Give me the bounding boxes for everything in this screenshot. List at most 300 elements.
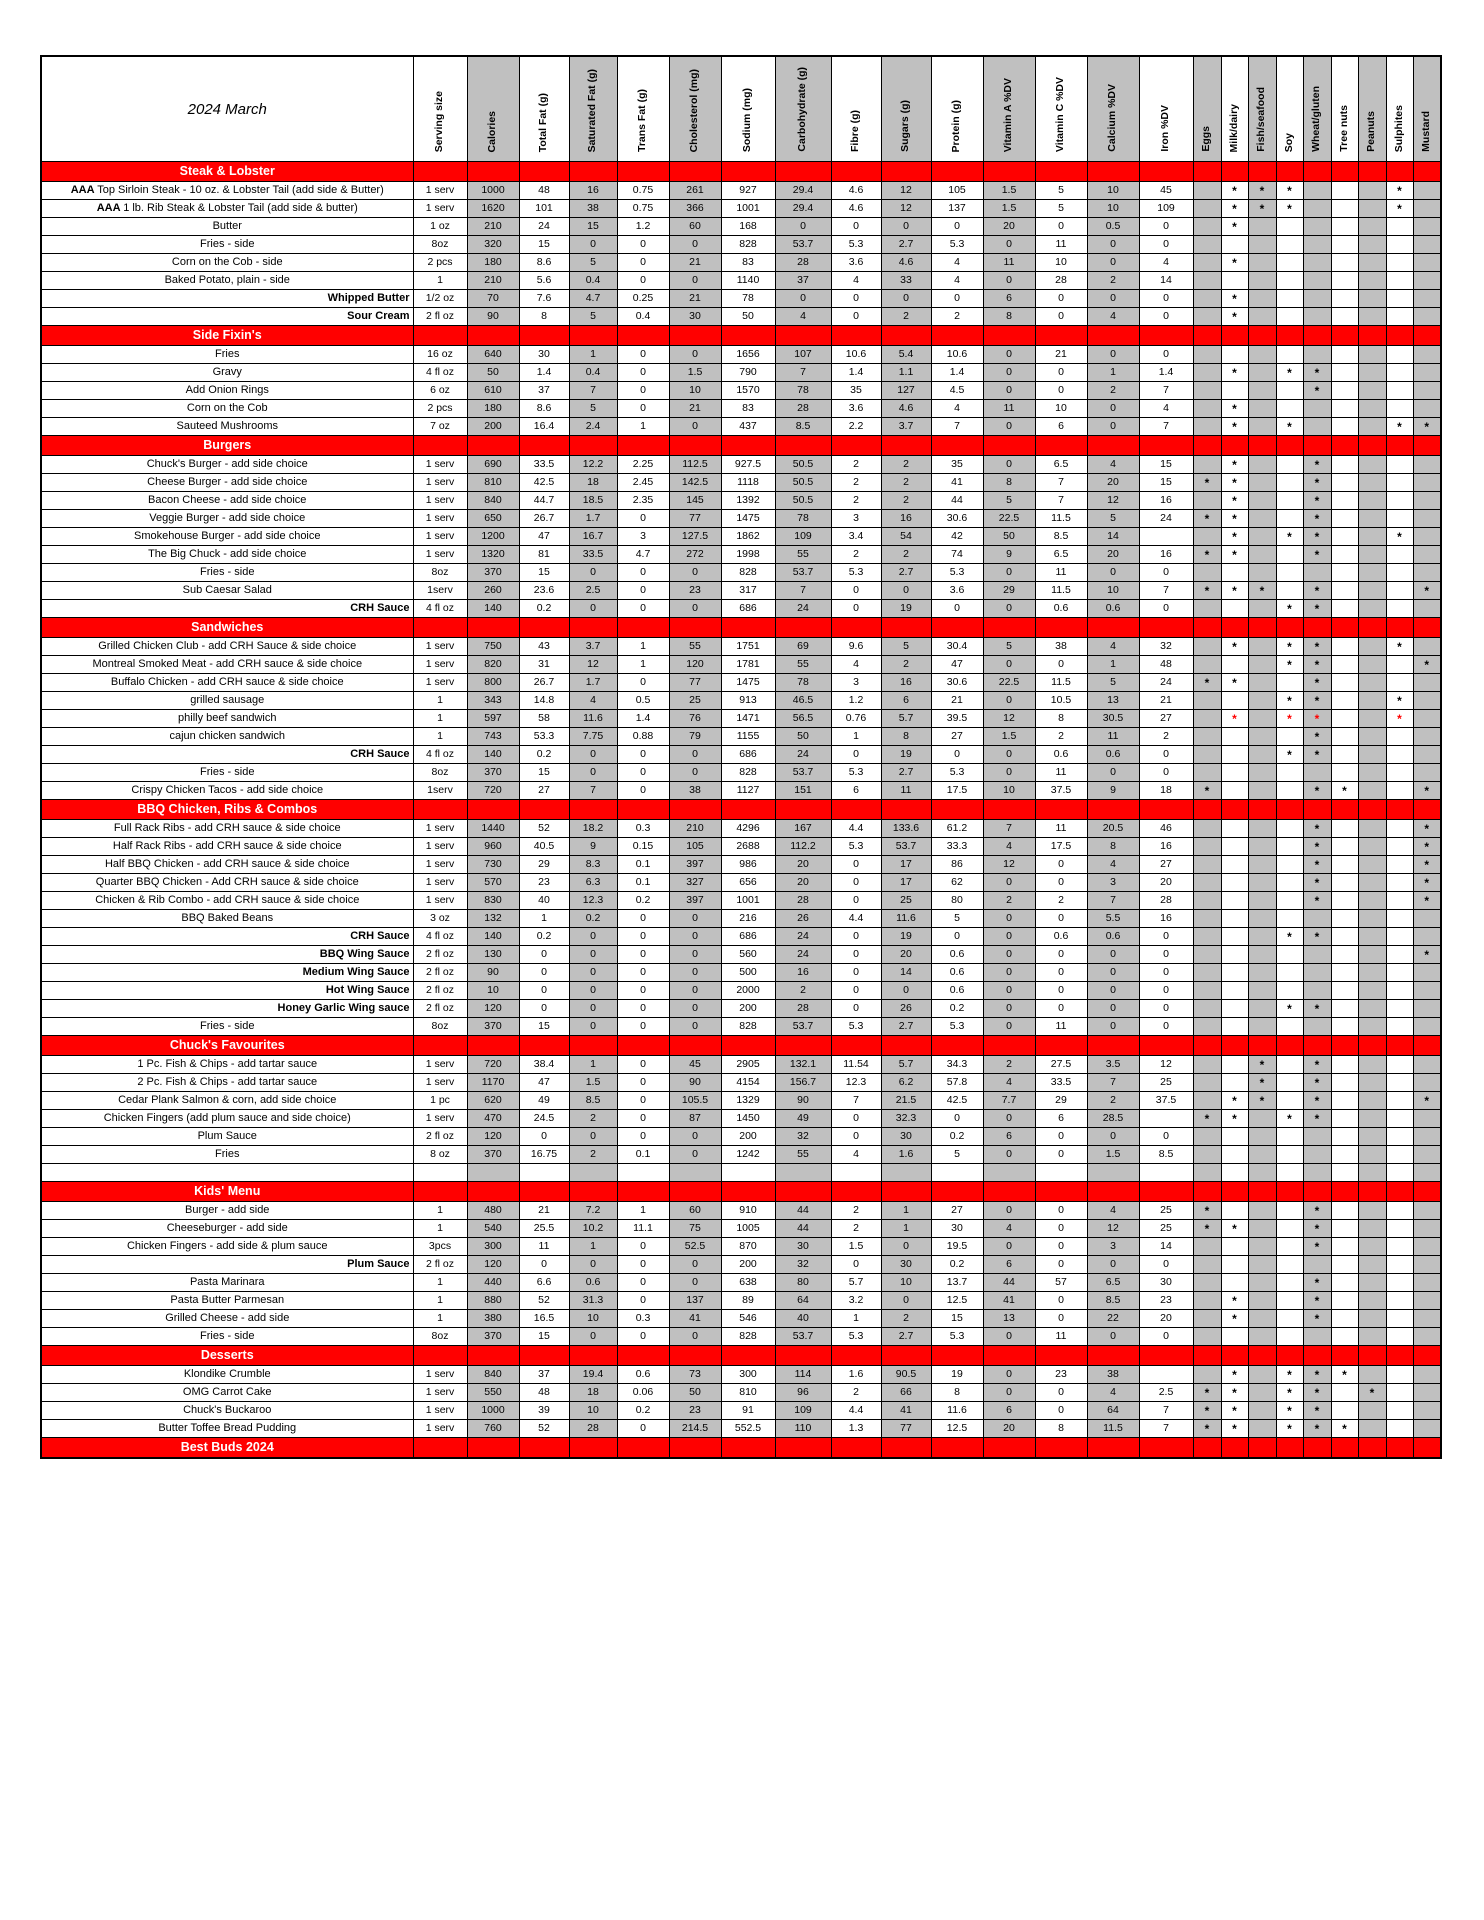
nutrient-value-cell: 19.5 — [931, 1238, 983, 1256]
section-header-row — [41, 436, 1441, 456]
nutrient-value-cell: 1 serv — [413, 1056, 467, 1074]
nutrient-value-cell: 8 — [881, 728, 931, 746]
nutrient-value-cell: 0 — [1035, 910, 1087, 928]
nutrient-value-cell: 20 — [881, 946, 931, 964]
allergen-mark-cell — [1331, 1164, 1358, 1182]
allergen-mark-cell: * — [1303, 674, 1331, 692]
nutrient-value-cell: 320 — [467, 236, 519, 254]
item-name-cell: CRH Sauce — [41, 746, 413, 764]
allergen-mark-cell — [1276, 892, 1303, 910]
allergen-mark-cell — [1276, 874, 1303, 892]
section-band-cell — [669, 618, 721, 638]
section-title: Sandwiches — [41, 618, 413, 638]
nutrient-value-cell: 1 serv — [413, 1402, 467, 1420]
nutrient-value-cell: 0 — [931, 600, 983, 618]
allergen-mark-cell — [1413, 910, 1441, 928]
nutrient-value-cell: 45 — [1139, 182, 1193, 200]
nutrient-value-cell: 10.6 — [931, 346, 983, 364]
nutrient-value-cell: 0 — [983, 874, 1035, 892]
nutrient-value-cell: 1862 — [721, 528, 775, 546]
section-band-cell — [1413, 800, 1441, 820]
allergen-mark-cell — [1303, 1128, 1331, 1146]
nutrient-value-cell: 120 — [669, 656, 721, 674]
nutrient-value-cell: 38.4 — [519, 1056, 569, 1074]
item-name-cell: Smokehouse Burger - add side choice — [41, 528, 413, 546]
allergen-header-mustard — [1413, 56, 1441, 162]
nutrient-value-cell: 0 — [669, 272, 721, 290]
allergen-mark-cell — [1331, 308, 1358, 326]
allergen-mark-cell — [1386, 1056, 1413, 1074]
nutrient-value-cell: 656 — [721, 874, 775, 892]
nutrient-value-cell: 4 — [831, 656, 881, 674]
nutrient-value-cell: 0.6 — [931, 982, 983, 1000]
nutrient-value-cell: 0 — [831, 856, 881, 874]
allergen-mark-cell — [1248, 946, 1276, 964]
section-band-cell — [1413, 326, 1441, 346]
allergen-mark-cell — [1413, 492, 1441, 510]
nutrient-value-cell: 0 — [1139, 346, 1193, 364]
nutrient-value-cell: 29.4 — [775, 182, 831, 200]
nutrient-value-cell: 0 — [569, 946, 617, 964]
allergen-mark-cell: * — [1248, 1092, 1276, 1110]
nutrient-value-cell: 610 — [467, 382, 519, 400]
section-band-cell — [983, 1182, 1035, 1202]
allergen-mark-cell — [1386, 1128, 1413, 1146]
allergen-mark-cell — [1386, 1110, 1413, 1128]
nutrient-value-cell: 1.5 — [1087, 1146, 1139, 1164]
section-band-cell — [1193, 618, 1221, 638]
nutrient-value-cell: 0 — [1139, 1256, 1193, 1274]
allergen-mark-cell — [1358, 600, 1386, 618]
section-band-cell — [1386, 1346, 1413, 1366]
nutrient-value-cell: 0 — [617, 254, 669, 272]
nutrient-value-cell: 2.5 — [1139, 1384, 1193, 1402]
section-band-cell — [519, 436, 569, 456]
section-band-cell — [983, 326, 1035, 346]
nutrient-value-cell: 1320 — [467, 546, 519, 564]
allergen-mark-cell — [1193, 1018, 1221, 1036]
allergen-mark-cell — [1248, 638, 1276, 656]
nutrient-value-cell: 0 — [831, 1256, 881, 1274]
nutrient-value-cell: 1 — [617, 638, 669, 656]
allergen-mark-cell — [1248, 400, 1276, 418]
allergen-mark-cell: * — [1303, 382, 1331, 400]
nutrient-value-cell: 49 — [775, 1110, 831, 1128]
allergen-mark-cell — [1331, 820, 1358, 838]
nutrient-value-cell: 2 — [1087, 272, 1139, 290]
allergen-mark-cell — [1248, 456, 1276, 474]
allergen-mark-cell — [1193, 946, 1221, 964]
nutrient-value-cell: 168 — [721, 218, 775, 236]
allergen-mark-cell — [1248, 964, 1276, 982]
nutrient-value-cell: 11.6 — [569, 710, 617, 728]
nutrient-value-cell: 1.7 — [569, 510, 617, 528]
allergen-mark-cell — [1358, 782, 1386, 800]
nutrient-value-cell: 0.6 — [1035, 928, 1087, 946]
nutrient-value-cell: 47 — [519, 528, 569, 546]
section-band-cell — [617, 800, 669, 820]
section-band-cell — [617, 1438, 669, 1459]
allergen-mark-cell — [1221, 874, 1248, 892]
allergen-mark-cell: * — [1276, 600, 1303, 618]
nutrient-value-cell: 880 — [467, 1292, 519, 1310]
allergen-mark-cell: * — [1386, 528, 1413, 546]
nutrient-value-cell: 20 — [983, 218, 1035, 236]
allergen-mark-cell — [1193, 1256, 1221, 1274]
item-name-cell: Honey Garlic Wing sauce — [41, 1000, 413, 1018]
nutrient-value-cell: 0 — [569, 1256, 617, 1274]
section-band-cell — [1386, 162, 1413, 182]
nutrient-value-cell: 1392 — [721, 492, 775, 510]
nutrient-value-cell: 0 — [669, 1274, 721, 1292]
allergen-mark-cell — [1386, 510, 1413, 528]
nutrient-value-cell: 21.5 — [881, 1092, 931, 1110]
nutrient-value-cell: 0 — [1087, 254, 1139, 272]
allergen-mark-cell — [1331, 200, 1358, 218]
allergen-mark-cell — [1193, 982, 1221, 1000]
section-band-cell — [1331, 162, 1358, 182]
allergen-mark-cell: * — [1413, 856, 1441, 874]
nutrient-value-cell: 2 — [1035, 728, 1087, 746]
allergen-mark-cell — [1248, 600, 1276, 618]
nutrient-value-cell: 4 fl oz — [413, 746, 467, 764]
allergen-mark-cell — [1413, 1384, 1441, 1402]
item-name-cell: Plum Sauce — [41, 1128, 413, 1146]
nutrient-value-cell: 686 — [721, 746, 775, 764]
nutrient-value-cell: 23.6 — [519, 582, 569, 600]
allergen-mark-cell — [1413, 182, 1441, 200]
section-band-cell — [669, 162, 721, 182]
allergen-mark-cell — [1276, 1328, 1303, 1346]
section-band-cell — [1303, 162, 1331, 182]
column-header-label: Trans Fat (g) — [636, 88, 649, 152]
nutrient-value-cell: 1 — [617, 656, 669, 674]
table-row — [41, 1110, 1441, 1128]
nutrient-value-cell: 0 — [617, 1274, 669, 1292]
allergen-mark-cell — [1358, 308, 1386, 326]
allergen-mark-cell — [1413, 674, 1441, 692]
allergen-mark-cell — [1193, 492, 1221, 510]
allergen-mark-cell — [1358, 418, 1386, 436]
allergen-mark-cell — [1193, 236, 1221, 254]
section-band-cell — [413, 1036, 467, 1056]
allergen-mark-cell — [1413, 1366, 1441, 1384]
allergen-mark-cell: * — [1221, 674, 1248, 692]
allergen-mark-cell — [1358, 1164, 1386, 1182]
item-name-label: Top Sirloin Steak - 10 oz. & Lobster Tail (add side & Butter) — [97, 184, 384, 196]
nutrient-value-cell: 52.5 — [669, 1238, 721, 1256]
nutrient-value-cell: 18 — [569, 474, 617, 492]
table-row — [41, 1274, 1441, 1292]
nutrient-value-cell: 2 pcs — [413, 254, 467, 272]
nutrient-value-cell: 0.6 — [1035, 600, 1087, 618]
allergen-mark-cell — [1386, 346, 1413, 364]
nutrient-value-cell: 20 — [1139, 874, 1193, 892]
allergen-mark-cell: * — [1193, 582, 1221, 600]
nutrient-value-cell: 9.6 — [831, 638, 881, 656]
section-band-cell — [1221, 1346, 1248, 1366]
nutrient-value-cell: 0 — [1087, 564, 1139, 582]
nutrient-value-cell: 21 — [519, 1202, 569, 1220]
section-band-cell — [1035, 436, 1087, 456]
nutrient-value-cell: 0 — [669, 346, 721, 364]
nutrient-value-cell: 0 — [983, 1110, 1035, 1128]
nutrient-value-cell: 127.5 — [669, 528, 721, 546]
nutrient-value-cell: 30 — [931, 1220, 983, 1238]
allergen-mark-cell — [1248, 910, 1276, 928]
nutrient-value-cell: 214.5 — [669, 1420, 721, 1438]
nutrient-value-cell: 0 — [519, 1256, 569, 1274]
allergen-mark-cell — [1221, 382, 1248, 400]
allergen-mark-cell — [1413, 1128, 1441, 1146]
nutrient-value-cell: 7.75 — [569, 728, 617, 746]
section-title: Side Fixin's — [41, 326, 413, 346]
nutrient-value-cell: 39 — [519, 1402, 569, 1420]
table-row — [41, 346, 1441, 364]
nutrient-value-cell: 38 — [669, 782, 721, 800]
allergen-mark-cell — [1413, 1220, 1441, 1238]
allergen-mark-cell — [1276, 510, 1303, 528]
nutrient-value-cell: 15 — [519, 236, 569, 254]
allergen-mark-cell — [1248, 1310, 1276, 1328]
nutrient-value-cell: 3 — [831, 674, 881, 692]
nutrient-value-cell: 1 serv — [413, 182, 467, 200]
nutrient-value-cell: 1000 — [467, 1402, 519, 1420]
nutrient-value-cell: 0 — [669, 746, 721, 764]
nutrient-value-cell: 8 — [983, 308, 1035, 326]
column-header-label: Sodium (mg) — [741, 87, 754, 152]
item-name-cell: Sauteed Mushrooms — [41, 418, 413, 436]
allergen-mark-cell — [1386, 764, 1413, 782]
nutrient-value-cell: 0 — [1087, 400, 1139, 418]
nutrient-value-cell: 0.6 — [569, 1274, 617, 1292]
allergen-mark-cell — [1331, 218, 1358, 236]
allergen-mark-cell: * — [1221, 254, 1248, 272]
nutrient-value-cell: 90 — [669, 1074, 721, 1092]
nutrient-value-cell: 140 — [467, 746, 519, 764]
item-name-cell: Sour Cream — [41, 308, 413, 326]
nutrient-value-cell: 343 — [467, 692, 519, 710]
nutrient-value-cell: 0 — [983, 1238, 1035, 1256]
section-band-cell — [1193, 1182, 1221, 1202]
nutrient-value-cell: 440 — [467, 1274, 519, 1292]
nutrient-value-cell: 16 — [881, 674, 931, 692]
allergen-mark-cell — [1331, 564, 1358, 582]
allergen-mark-cell: * — [1276, 692, 1303, 710]
allergen-mark-cell — [1331, 254, 1358, 272]
nutrient-value-cell: 0 — [831, 964, 881, 982]
nutrient-value-cell: 0.4 — [569, 364, 617, 382]
section-band-cell — [413, 800, 467, 820]
nutrient-value-cell: 1 — [617, 1202, 669, 1220]
nutrient-value-cell: 14 — [1139, 1238, 1193, 1256]
nutrient-value-cell: 4 — [983, 838, 1035, 856]
section-band-cell — [467, 1438, 519, 1459]
nutrient-value-cell: 0 — [983, 1018, 1035, 1036]
table-row — [41, 1128, 1441, 1146]
allergen-mark-cell — [1386, 236, 1413, 254]
table-row — [41, 838, 1441, 856]
allergen-mark-cell — [1331, 1202, 1358, 1220]
allergen-mark-cell: * — [1221, 474, 1248, 492]
nutrient-value-cell: 22.5 — [983, 674, 1035, 692]
allergen-mark-cell: * — [1303, 874, 1331, 892]
nutrient-value-cell: 0 — [831, 982, 881, 1000]
nutrient-value-cell: 26 — [775, 910, 831, 928]
column-header-cholesterol-mg — [669, 56, 721, 162]
allergen-mark-cell — [1358, 656, 1386, 674]
section-band-cell — [569, 326, 617, 346]
nutrient-value-cell: 0 — [1139, 928, 1193, 946]
section-band-cell — [617, 1036, 669, 1056]
nutrient-value-cell: 397 — [669, 856, 721, 874]
nutrient-value-cell: 17.5 — [931, 782, 983, 800]
section-band-cell — [775, 162, 831, 182]
nutrient-value-cell: 29 — [983, 582, 1035, 600]
allergen-mark-cell — [1193, 564, 1221, 582]
nutrient-value-cell: 2 fl oz — [413, 1256, 467, 1274]
allergen-mark-cell — [1413, 1164, 1441, 1182]
nutrient-value-cell: 1001 — [721, 892, 775, 910]
section-header-row — [41, 1438, 1441, 1459]
column-header-iron-dv — [1139, 56, 1193, 162]
nutrient-value-cell — [1139, 528, 1193, 546]
nutrient-value-cell: 0 — [569, 236, 617, 254]
allergen-mark-cell — [1221, 1238, 1248, 1256]
nutrient-value-cell: 4.6 — [881, 400, 931, 418]
allergen-mark-cell — [1331, 692, 1358, 710]
section-band-cell — [1331, 1438, 1358, 1459]
nutrient-value-cell: 4 — [1087, 856, 1139, 874]
section-header-row — [41, 326, 1441, 346]
allergen-mark-cell: * — [1193, 1110, 1221, 1128]
nutrient-value-cell: 10 — [1087, 182, 1139, 200]
nutrient-value-cell: 0 — [1035, 982, 1087, 1000]
allergen-mark-cell — [1331, 1256, 1358, 1274]
nutrient-value-cell — [413, 1164, 467, 1182]
section-band-cell — [881, 1438, 931, 1459]
nutrient-value-cell: 5.3 — [931, 236, 983, 254]
allergen-mark-cell — [1303, 1018, 1331, 1036]
nutrient-value-cell: 22.5 — [983, 510, 1035, 528]
section-band-cell — [413, 436, 467, 456]
nutrient-value-cell: 4.6 — [881, 254, 931, 272]
allergen-mark-cell: * — [1303, 1402, 1331, 1420]
allergen-mark-cell — [1413, 764, 1441, 782]
nutrient-value-cell: 26 — [881, 1000, 931, 1018]
allergen-mark-cell — [1193, 182, 1221, 200]
nutrient-value-cell: 1 — [569, 1238, 617, 1256]
nutrient-value-cell: 3 — [617, 528, 669, 546]
allergen-mark-cell — [1358, 1110, 1386, 1128]
table-row — [41, 1310, 1441, 1328]
nutrient-value-cell: 8.5 — [1035, 528, 1087, 546]
section-band-cell — [1276, 800, 1303, 820]
allergen-mark-cell — [1276, 856, 1303, 874]
allergen-mark-cell: * — [1303, 1074, 1331, 1092]
nutrient-value-cell: 2905 — [721, 1056, 775, 1074]
nutrient-value-cell: 0.15 — [617, 838, 669, 856]
allergen-mark-cell — [1248, 308, 1276, 326]
allergen-mark-cell — [1386, 1274, 1413, 1292]
nutrient-value-cell: 4.4 — [831, 910, 881, 928]
allergen-mark-cell — [1221, 1000, 1248, 1018]
allergen-mark-cell — [1331, 1292, 1358, 1310]
nutrient-value-cell: 53.7 — [775, 764, 831, 782]
allergen-mark-cell: * — [1303, 1310, 1331, 1328]
nutrient-value-cell: 6 — [983, 290, 1035, 308]
nutrient-value-cell — [983, 1164, 1035, 1182]
allergen-mark-cell — [1358, 218, 1386, 236]
nutrient-value-cell: 44 — [775, 1220, 831, 1238]
nutrient-value-cell: 790 — [721, 364, 775, 382]
allergen-header-label: Soy — [1282, 132, 1295, 152]
allergen-mark-cell: * — [1276, 1366, 1303, 1384]
nutrient-value-cell: 30 — [519, 346, 569, 364]
nutrient-value-cell: 1 — [413, 1220, 467, 1238]
nutrient-value-cell: 41 — [931, 474, 983, 492]
nutrient-value-cell: 1 — [413, 710, 467, 728]
table-row — [41, 656, 1441, 674]
nutrient-value-cell: 1 serv — [413, 492, 467, 510]
nutrient-value-cell: 2.4 — [569, 418, 617, 436]
allergen-mark-cell — [1248, 928, 1276, 946]
nutrient-value-cell: 55 — [775, 656, 831, 674]
nutrient-value-cell: 11.5 — [1035, 510, 1087, 528]
section-band-cell — [1303, 1438, 1331, 1459]
allergen-mark-cell — [1386, 308, 1413, 326]
allergen-mark-cell: * — [1221, 1292, 1248, 1310]
nutrient-value-cell: 370 — [467, 1018, 519, 1036]
nutrient-value-cell: 8 — [983, 474, 1035, 492]
nutrient-value-cell: 7 — [1087, 1074, 1139, 1092]
nutrient-value-cell: 0.6 — [931, 946, 983, 964]
table-row — [41, 510, 1441, 528]
allergen-mark-cell — [1331, 1074, 1358, 1092]
allergen-mark-cell — [1248, 982, 1276, 1000]
nutrient-value-cell: 8.5 — [1139, 1146, 1193, 1164]
nutrient-value-cell: 0 — [983, 456, 1035, 474]
allergen-mark-cell: * — [1331, 1366, 1358, 1384]
allergen-mark-cell — [1358, 564, 1386, 582]
nutrient-value-cell: 2 — [831, 1202, 881, 1220]
nutrient-value-cell: 16 — [1139, 492, 1193, 510]
allergen-mark-cell — [1248, 1274, 1276, 1292]
item-name-cell: Veggie Burger - add side choice — [41, 510, 413, 528]
nutrient-value-cell: 77 — [669, 674, 721, 692]
nutrient-value-cell: 1 — [413, 692, 467, 710]
nutrient-value-cell: 10 — [881, 1274, 931, 1292]
allergen-mark-cell — [1358, 892, 1386, 910]
allergen-mark-cell — [1221, 236, 1248, 254]
section-band-cell — [1035, 1182, 1087, 1202]
section-band-cell — [1193, 800, 1221, 820]
allergen-mark-cell: * — [1331, 1420, 1358, 1438]
nutrient-value-cell: 0 — [519, 946, 569, 964]
section-band-cell — [1087, 1438, 1139, 1459]
nutrient-value-cell: 28 — [775, 892, 831, 910]
nutrient-value-cell: 77 — [669, 510, 721, 528]
nutrient-value-cell: 96 — [775, 1384, 831, 1402]
allergen-mark-cell: * — [1303, 600, 1331, 618]
nutrient-value-cell: 1 serv — [413, 456, 467, 474]
allergen-mark-cell — [1193, 200, 1221, 218]
nutrient-value-cell: 6 — [1035, 1110, 1087, 1128]
allergen-mark-cell: * — [1413, 1092, 1441, 1110]
nutrient-value-cell: 80 — [775, 1274, 831, 1292]
allergen-mark-cell — [1248, 290, 1276, 308]
nutrient-value-cell: 0.6 — [1087, 928, 1139, 946]
